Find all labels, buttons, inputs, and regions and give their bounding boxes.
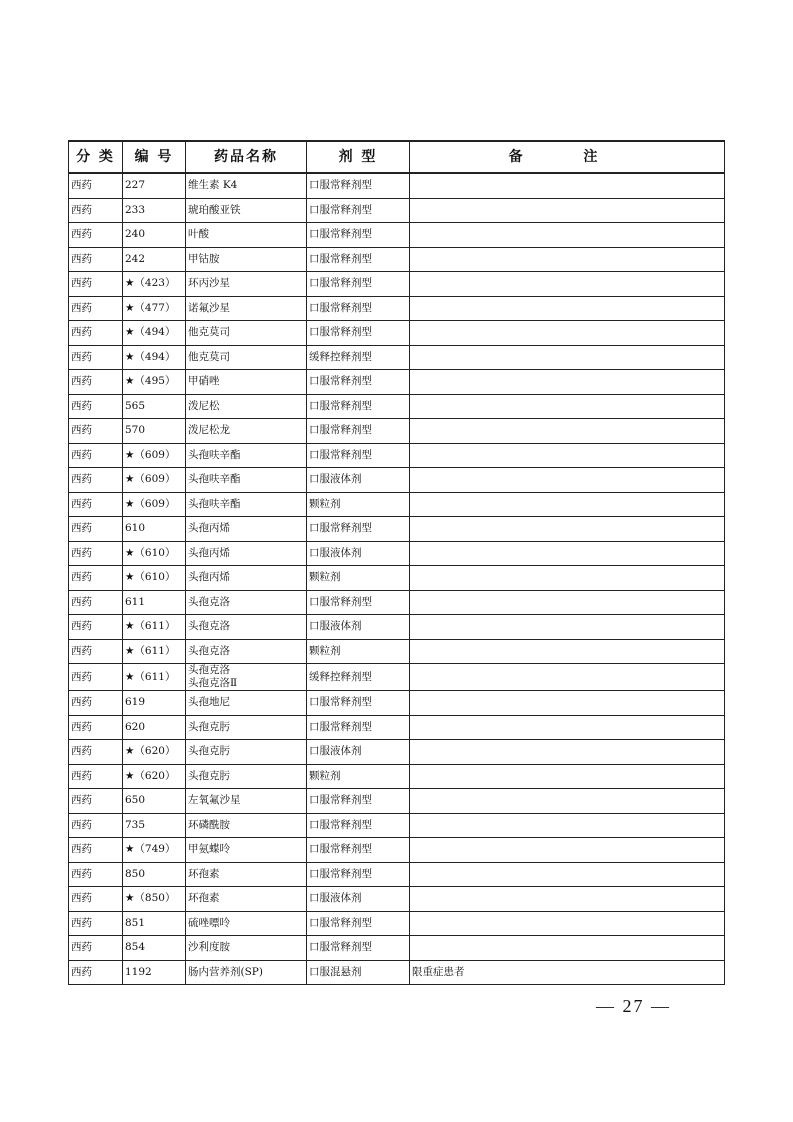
table-row <box>69 715 725 740</box>
cell-dosage-form: 口服常释剂型 <box>307 370 410 395</box>
cell-number: 851 <box>123 911 186 936</box>
cell-drug-name: 头孢克肟 <box>186 740 307 765</box>
header-number: 编 号 <box>123 141 186 173</box>
cell-number: ★（494） <box>123 345 186 370</box>
table-row <box>69 394 725 419</box>
table-header-row <box>69 141 725 173</box>
cell-remarks <box>410 911 725 936</box>
cell-category: 西药 <box>69 468 123 493</box>
cell-dosage-form: 口服常释剂型 <box>307 715 410 740</box>
table-row <box>69 370 725 395</box>
cell-drug-name: 头孢克洛 <box>186 639 307 664</box>
cell-category: 西药 <box>69 887 123 912</box>
table-row <box>69 936 725 961</box>
cell-remarks <box>410 419 725 444</box>
cell-drug-name: 头孢克肟 <box>186 764 307 789</box>
cell-dosage-form: 口服液体剂 <box>307 740 410 765</box>
cell-drug-name: 他克莫司 <box>186 321 307 346</box>
table-row <box>69 468 725 493</box>
cell-remarks <box>410 740 725 765</box>
cell-category: 西药 <box>69 715 123 740</box>
cell-category: 西药 <box>69 419 123 444</box>
cell-remarks <box>410 862 725 887</box>
cell-dosage-form: 颗粒剂 <box>307 492 410 517</box>
table-row <box>69 838 725 863</box>
cell-dosage-form: 口服常释剂型 <box>307 173 410 198</box>
cell-remarks <box>410 296 725 321</box>
cell-drug-name: 头孢克洛 <box>186 615 307 640</box>
cell-remarks <box>410 566 725 591</box>
cell-category: 西药 <box>69 247 123 272</box>
cell-drug-name: 甲钴胺 <box>186 247 307 272</box>
cell-dosage-form: 颗粒剂 <box>307 566 410 591</box>
table-row <box>69 590 725 615</box>
cell-category: 西药 <box>69 838 123 863</box>
cell-remarks <box>410 173 725 198</box>
header-remarks: 备 注 <box>410 141 725 173</box>
cell-dosage-form: 口服液体剂 <box>307 615 410 640</box>
cell-remarks <box>410 615 725 640</box>
cell-remarks <box>410 394 725 419</box>
cell-drug-name: 肠内营养剂(SP) <box>186 960 307 985</box>
cell-dosage-form: 口服常释剂型 <box>307 321 410 346</box>
cell-dosage-form: 口服常释剂型 <box>307 838 410 863</box>
drug-name-line: 头孢克洛 <box>188 664 230 676</box>
cell-number: ★（620） <box>123 740 186 765</box>
cell-drug-name: 头孢丙烯 <box>186 566 307 591</box>
cell-remarks <box>410 664 725 691</box>
cell-number: 620 <box>123 715 186 740</box>
cell-drug-name: 泼尼松龙 <box>186 419 307 444</box>
cell-number: 227 <box>123 173 186 198</box>
cell-remarks <box>410 639 725 664</box>
cell-number: 850 <box>123 862 186 887</box>
cell-number: 565 <box>123 394 186 419</box>
cell-category: 西药 <box>69 764 123 789</box>
cell-number: 854 <box>123 936 186 961</box>
cell-number: ★（611） <box>123 664 186 691</box>
cell-category: 西药 <box>69 370 123 395</box>
table-row <box>69 345 725 370</box>
cell-number: ★（609） <box>123 492 186 517</box>
cell-number: 570 <box>123 419 186 444</box>
cell-number: 611 <box>123 590 186 615</box>
cell-category: 西药 <box>69 615 123 640</box>
cell-number: 240 <box>123 223 186 248</box>
cell-remarks <box>410 247 725 272</box>
cell-drug-name: 环孢素 <box>186 887 307 912</box>
cell-category: 西药 <box>69 566 123 591</box>
table-row <box>69 887 725 912</box>
cell-drug-name: 头孢克肟 <box>186 715 307 740</box>
cell-remarks <box>410 715 725 740</box>
cell-category: 西药 <box>69 492 123 517</box>
cell-remarks <box>410 345 725 370</box>
cell-remarks <box>410 813 725 838</box>
cell-number: 1192 <box>123 960 186 985</box>
cell-remarks <box>410 838 725 863</box>
cell-dosage-form: 口服常释剂型 <box>307 517 410 542</box>
cell-category: 西药 <box>69 541 123 566</box>
cell-drug-name: 环丙沙星 <box>186 272 307 297</box>
cell-remarks <box>410 223 725 248</box>
cell-remarks <box>410 541 725 566</box>
cell-number: ★（620） <box>123 764 186 789</box>
cell-category: 西药 <box>69 272 123 297</box>
cell-dosage-form: 缓释控释剂型 <box>307 345 410 370</box>
cell-category: 西药 <box>69 173 123 198</box>
table-row <box>69 272 725 297</box>
cell-remarks <box>410 887 725 912</box>
cell-remarks: 限重症患者 <box>410 960 725 985</box>
cell-category: 西药 <box>69 394 123 419</box>
cell-drug-name: 环磷酰胺 <box>186 813 307 838</box>
cell-remarks <box>410 517 725 542</box>
cell-dosage-form: 颗粒剂 <box>307 639 410 664</box>
table-row <box>69 911 725 936</box>
cell-dosage-form: 口服常释剂型 <box>307 789 410 814</box>
cell-category: 西药 <box>69 911 123 936</box>
cell-remarks <box>410 198 725 223</box>
cell-remarks <box>410 691 725 716</box>
cell-dosage-form: 口服常释剂型 <box>307 272 410 297</box>
cell-remarks <box>410 764 725 789</box>
table-row <box>69 566 725 591</box>
cell-category: 西药 <box>69 960 123 985</box>
cell-number: ★（495） <box>123 370 186 395</box>
cell-category: 西药 <box>69 345 123 370</box>
cell-drug-name: 环孢素 <box>186 862 307 887</box>
cell-dosage-form: 口服常释剂型 <box>307 862 410 887</box>
cell-dosage-form: 口服常释剂型 <box>307 223 410 248</box>
cell-dosage-form: 口服常释剂型 <box>307 936 410 961</box>
cell-drug-name: 沙利度胺 <box>186 936 307 961</box>
cell-number: ★（609） <box>123 468 186 493</box>
table-row <box>69 813 725 838</box>
cell-dosage-form: 口服液体剂 <box>307 468 410 493</box>
table-row <box>69 862 725 887</box>
cell-number: ★（850） <box>123 887 186 912</box>
table-row <box>69 198 725 223</box>
cell-number: ★（610） <box>123 566 186 591</box>
table-row <box>69 296 725 321</box>
table-row <box>69 691 725 716</box>
cell-drug-name: 琥珀酸亚铁 <box>186 198 307 223</box>
cell-remarks <box>410 936 725 961</box>
cell-number: ★（423） <box>123 272 186 297</box>
cell-number: ★（477） <box>123 296 186 321</box>
cell-dosage-form: 口服常释剂型 <box>307 247 410 272</box>
cell-number: ★（494） <box>123 321 186 346</box>
cell-dosage-form: 口服液体剂 <box>307 887 410 912</box>
cell-dosage-form: 口服常释剂型 <box>307 911 410 936</box>
cell-number: ★（749） <box>123 838 186 863</box>
table-row <box>69 321 725 346</box>
table-row <box>69 541 725 566</box>
cell-category: 西药 <box>69 813 123 838</box>
cell-drug-name: 头孢呋辛酯 <box>186 492 307 517</box>
cell-dosage-form: 口服常释剂型 <box>307 443 410 468</box>
header-category: 分 类 <box>69 141 123 173</box>
cell-remarks <box>410 321 725 346</box>
cell-drug-name: 头孢地尼 <box>186 691 307 716</box>
cell-number: ★（611） <box>123 639 186 664</box>
cell-category: 西药 <box>69 740 123 765</box>
cell-remarks <box>410 492 725 517</box>
cell-category: 西药 <box>69 862 123 887</box>
table-row <box>69 764 725 789</box>
cell-number: ★（610） <box>123 541 186 566</box>
table-row <box>69 639 725 664</box>
table-row <box>69 664 725 691</box>
cell-dosage-form: 口服常释剂型 <box>307 198 410 223</box>
cell-drug-name: 头孢克洛 <box>186 590 307 615</box>
cell-category: 西药 <box>69 664 123 691</box>
table-row <box>69 517 725 542</box>
cell-number: ★（611） <box>123 615 186 640</box>
cell-drug-name: 泼尼松 <box>186 394 307 419</box>
cell-category: 西药 <box>69 223 123 248</box>
table-row <box>69 492 725 517</box>
cell-drug-name: 他克莫司 <box>186 345 307 370</box>
cell-dosage-form: 口服液体剂 <box>307 541 410 566</box>
cell-drug-name: 头孢呋辛酯 <box>186 443 307 468</box>
cell-number: 735 <box>123 813 186 838</box>
cell-dosage-form: 口服常释剂型 <box>307 296 410 321</box>
cell-category: 西药 <box>69 443 123 468</box>
cell-dosage-form: 口服常释剂型 <box>307 813 410 838</box>
cell-dosage-form: 口服混悬剂 <box>307 960 410 985</box>
cell-number: 650 <box>123 789 186 814</box>
cell-category: 西药 <box>69 296 123 321</box>
cell-category: 西药 <box>69 590 123 615</box>
cell-dosage-form: 口服常释剂型 <box>307 394 410 419</box>
table-row <box>69 615 725 640</box>
page-number: — 27 — <box>596 996 671 1016</box>
cell-remarks <box>410 590 725 615</box>
cell-dosage-form: 颗粒剂 <box>307 764 410 789</box>
table-row <box>69 740 725 765</box>
table-row <box>69 223 725 248</box>
drug-name-line: 头孢克洛Ⅱ <box>188 677 238 689</box>
cell-number: 242 <box>123 247 186 272</box>
cell-category: 西药 <box>69 517 123 542</box>
cell-number: 619 <box>123 691 186 716</box>
cell-category: 西药 <box>69 691 123 716</box>
table-row <box>69 443 725 468</box>
cell-drug-name: 左氧氟沙星 <box>186 789 307 814</box>
cell-remarks <box>410 370 725 395</box>
drug-table <box>68 140 725 985</box>
cell-drug-name: 硫唑嘌呤 <box>186 911 307 936</box>
cell-drug-name: 头孢呋辛酯 <box>186 468 307 493</box>
header-drug-name: 药品名称 <box>186 141 307 173</box>
cell-remarks <box>410 443 725 468</box>
cell-number: 233 <box>123 198 186 223</box>
table-row <box>69 789 725 814</box>
cell-category: 西药 <box>69 639 123 664</box>
cell-dosage-form: 口服常释剂型 <box>307 590 410 615</box>
table-body <box>69 173 725 985</box>
cell-drug-name <box>186 664 307 691</box>
cell-drug-name: 诺氟沙星 <box>186 296 307 321</box>
table-row <box>69 247 725 272</box>
cell-dosage-form: 口服常释剂型 <box>307 691 410 716</box>
table-row <box>69 419 725 444</box>
cell-drug-name: 头孢丙烯 <box>186 541 307 566</box>
cell-category: 西药 <box>69 198 123 223</box>
cell-drug-name: 叶酸 <box>186 223 307 248</box>
cell-category: 西药 <box>69 936 123 961</box>
cell-category: 西药 <box>69 321 123 346</box>
cell-drug-name: 甲硝唑 <box>186 370 307 395</box>
header-dosage-form: 剂 型 <box>307 141 410 173</box>
cell-drug-name: 甲氨蝶呤 <box>186 838 307 863</box>
table-row <box>69 960 725 985</box>
cell-category: 西药 <box>69 789 123 814</box>
cell-dosage-form: 口服常释剂型 <box>307 419 410 444</box>
table-row <box>69 173 725 198</box>
cell-dosage-form: 缓释控释剂型 <box>307 664 410 691</box>
cell-drug-name: 维生素 K4 <box>186 173 307 198</box>
cell-remarks <box>410 789 725 814</box>
cell-number: ★（609） <box>123 443 186 468</box>
cell-remarks <box>410 272 725 297</box>
cell-drug-name: 头孢丙烯 <box>186 517 307 542</box>
cell-number: 610 <box>123 517 186 542</box>
cell-remarks <box>410 468 725 493</box>
